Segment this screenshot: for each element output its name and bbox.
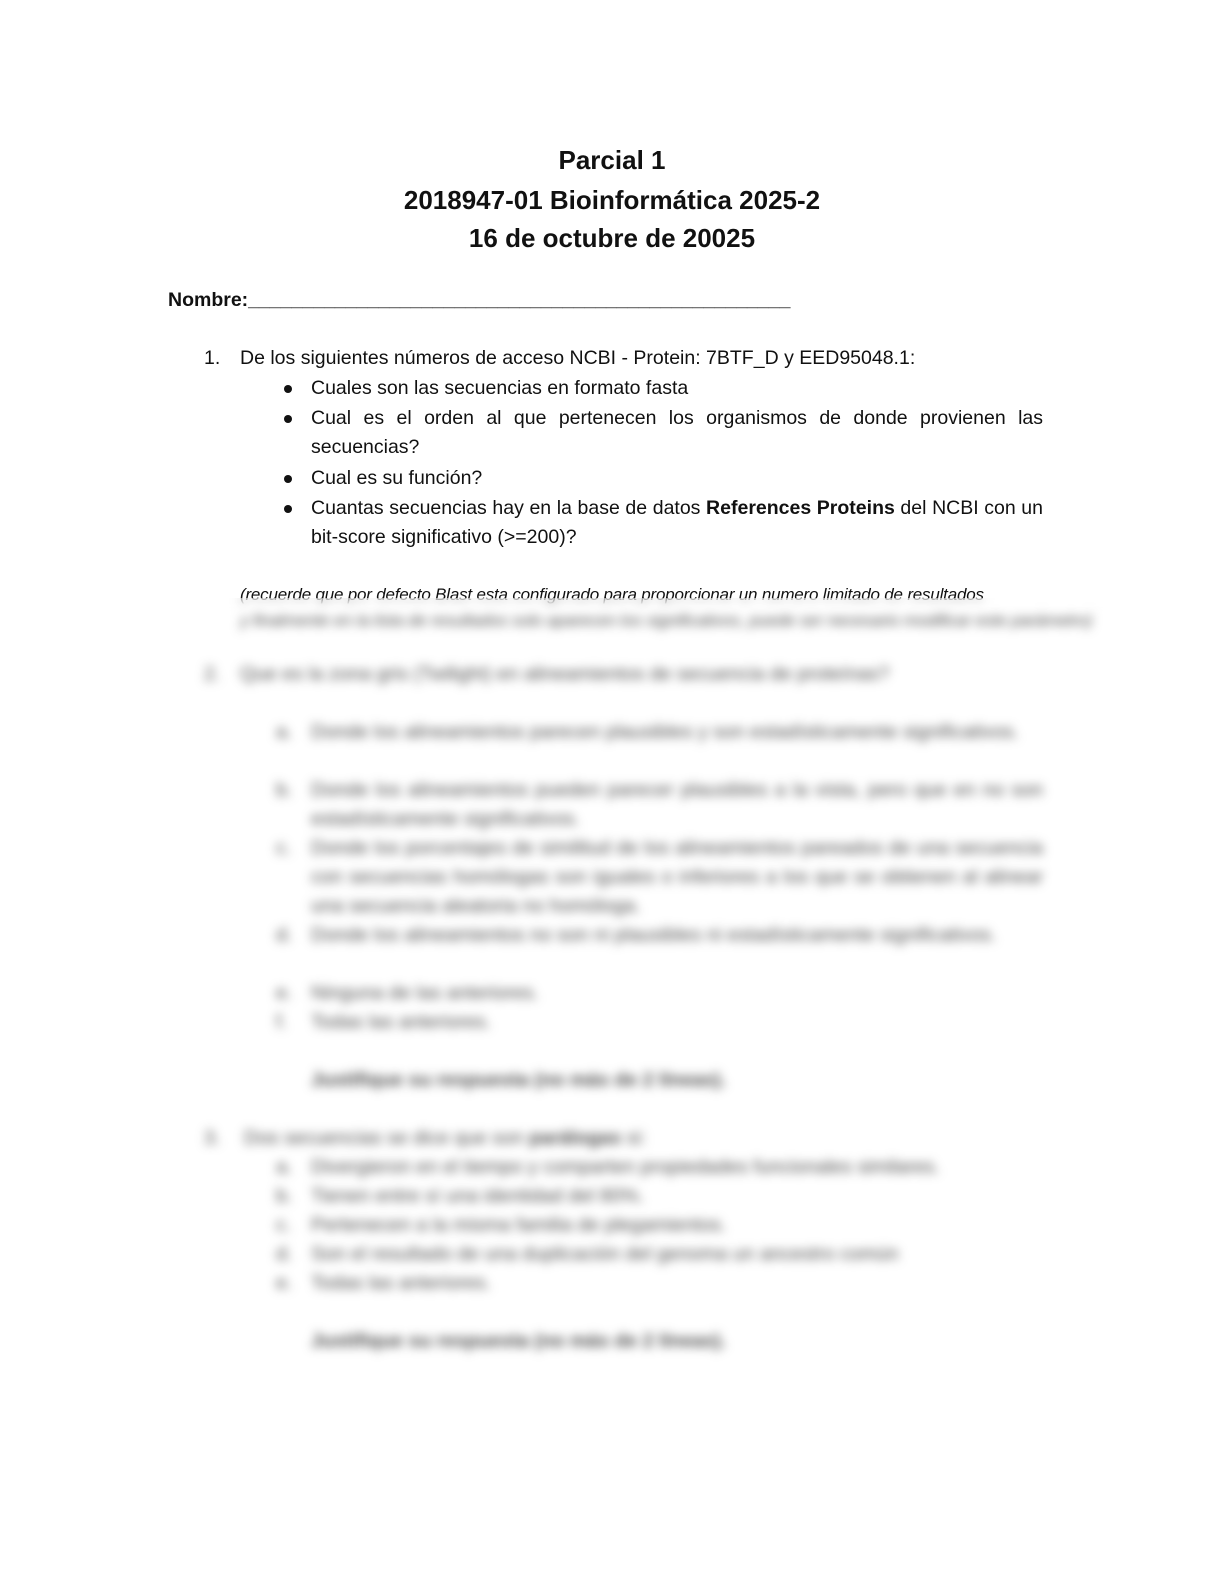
q3-option-e-letter: e. — [276, 1272, 293, 1294]
bullet-icon — [284, 475, 292, 483]
q3-option-e: Todas las anteriores. — [311, 1272, 491, 1294]
q2-justify-instruction: Justifique su respuesta (no más de 2 líneas). — [311, 1069, 727, 1091]
name-blank: __________________________________________________ — [248, 289, 791, 311]
q3-option-b-letter: b. — [276, 1185, 293, 1207]
q2-option-f-letter: f. — [276, 1011, 287, 1033]
course-title: 2018947-01 Bioinformática 2025-2 — [403, 185, 821, 215]
q1-text: De los siguientes números de acceso NCBI - Protein: 7BTF_D y EED95048.1: — [240, 347, 916, 369]
q3-justify-instruction: Justifique su respuesta (no más de 2 líneas). — [311, 1330, 727, 1352]
q3-option-d-letter: d. — [276, 1243, 293, 1265]
bullet4-bold: References Proteins — [706, 497, 895, 519]
exam-title: Parcial 1 — [558, 145, 666, 175]
q1-note-line1: (recuerde que por defecto Blast esta configurado para proporcionar un numero limitado de resultados — [240, 585, 984, 604]
bullet4-post: del NCBI con un bit-score significativo (>=200)? — [311, 497, 1043, 548]
q3-option-c: Pertenecen a la misma familia de plegamientos. — [311, 1214, 727, 1236]
q3-option-a-letter: a. — [276, 1156, 293, 1178]
q1-bullet-4 — [311, 494, 1043, 552]
q1-number: 1. — [204, 347, 221, 369]
q2-text: Que es la zona gris (Twilight) en alineamientos de secuencia de proteínas? — [240, 663, 890, 685]
exam-date: 16 de octubre de 20025 — [468, 223, 756, 253]
q2-option-a-letter: a. — [276, 721, 293, 743]
bullet-icon — [284, 505, 292, 513]
q1-bullet-1: Cuales son las secuencias en formato fasta — [311, 377, 689, 399]
q2-option-a: Donde los alineamientos parecen plausibles y son estadísticamente significativos. — [311, 721, 1019, 743]
q2-option-c-letter: c. — [276, 837, 292, 859]
q2-number: 2. — [204, 663, 221, 685]
q3-option-d: Son el resultado de una duplicación del genoma un ancestro común — [311, 1243, 899, 1265]
q3-text-post: si: — [621, 1127, 647, 1149]
q2-option-d: Donde los alineamientos no son ni plausibles ni estadísticamente significativos. — [311, 924, 997, 946]
bullet4-pre: Cuantas secuencias hay en la base de datos — [311, 497, 707, 519]
blur-overlay — [0, 598, 1224, 1584]
q1-note-line2: y finalmente en la lista de resultados solo aparecen los significativos, puede ser necesario modificar este parámetro) — [240, 611, 1093, 630]
q3-option-c-letter: c. — [276, 1214, 292, 1236]
q3-text-pre: Dos secuencias se dice que son — [244, 1127, 530, 1149]
q2-option-e: Ninguna de las anteriores. — [311, 982, 539, 1004]
q2-option-e-letter: e. — [276, 982, 293, 1004]
q3-option-a: Divergieron en el tiempo y comparten propiedades funcionales similares. — [311, 1156, 940, 1178]
q2-option-c: Donde los porcentajes de similitud de los alineamientos pareados de una secuencia con secuencias homólogas son iguales o inferiores a los que se obtienen al alinear una secuencia aleatoria no homóloga. — [311, 837, 1043, 917]
bullet-icon — [284, 415, 292, 423]
q2-option-b-letter: b. — [276, 779, 293, 801]
q3-number: 3. — [204, 1127, 221, 1149]
q2-option-d-letter: d. — [276, 924, 293, 946]
q2-option-f: Todas las anteriores. — [311, 1011, 491, 1033]
q3-text-bold: parálogas — [529, 1127, 622, 1149]
q1-bullet-3: Cual es su función? — [311, 467, 483, 489]
q3-option-b: Tienen entre sí una identidad del 80%. — [311, 1185, 645, 1207]
name-label: Nombre: — [168, 289, 249, 311]
bullet-icon — [284, 385, 292, 393]
q2-option-b: Donde los alineamientos pueden parecer plausibles a la vista, pero que en no son estadísticamente significativos. — [311, 779, 1043, 830]
q1-bullet-2: Cual es el orden al que pertenecen los organismos de donde provienen las secuencias? — [311, 407, 1043, 458]
name-field[interactable] — [168, 286, 790, 315]
